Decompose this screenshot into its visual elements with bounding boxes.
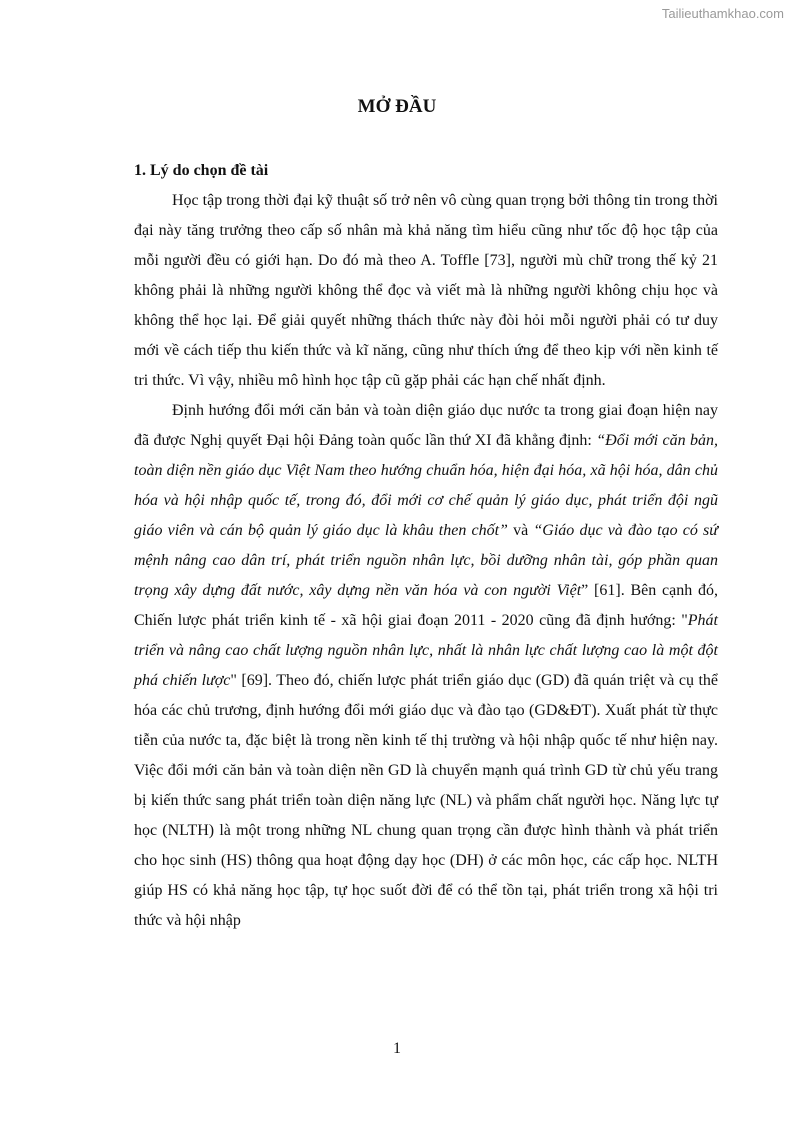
paragraph-2-text-1: Định hướng đổi mới căn bản và toàn diện giáo dục nước ta trong giai đoạn hiện nay đã được Nghị quyết Đại hội Đảng toàn quốc lần thứ XI đã khẳng định: [134,402,718,449]
paragraph-1: Học tập trong thời đại kỹ thuật số trở nên vô cùng quan trọng bởi thông tin trong thời đại này tăng trưởng theo cấp số nhân mà khả năng tìm hiểu cũng như tốc độ học tập của mỗi người đều có giới hạn. Do đó mà theo A. Toffle [73], người mù chữ trong thế kỷ 21 không phải là những người không thể đọc và viết mà là những người không chịu học và không thể học lại. Để giải quyết những thách thức này đòi hỏi mỗi người phải có tư duy mới về cách tiếp thu kiến thức và kĩ năng, cũng như thích ứng để theo kịp với nền kinh tế tri thức. Vì vậy, nhiều mô hình học tập cũ gặp phải các hạn chế nhất định. [134,192,718,389]
page-number: 1 [393,1040,401,1057]
watermark: Tailieuthamkhao.com [661,6,784,21]
quote-2: “Giáo dục và đào tạo có sứ mệnh nâng cao dân trí, phát triển nguồn nhân lực, bồi dưỡng nhân tài, góp phần quan trọng xây dựng đất nước, xây dựng nền văn hóa và con người Việt [134,522,718,599]
page-title: MỞ ĐẦU [357,96,437,117]
paragraph-2-text-3: ” [61]. Bên cạnh đó, Chiến lược phát triển kinh tế - xã hội giai đoạn 2011 - 2020 cũng đã định hướng: " [134,582,719,629]
section-heading: 1. Lý do chọn đề tài [134,162,269,179]
paragraph-2 [134,396,718,936]
quote-3: Phát triển và nâng cao chất lượng nguồn nhân lực, nhất là nhân lực chất lượng cao là một đột phá chiến lược [134,612,718,689]
paragraph-2-text-2: và [507,522,534,539]
quote-1: “Đổi mới căn bản, toàn diện nền giáo dục Việt Nam theo hướng chuẩn hóa, hiện đại hóa, xã hội hóa, dân chủ hóa và hội nhập quốc tế, trong đó, đổi mới cơ chế quản lý giáo dục, phát triển đội ngũ giáo viên và cán bộ quản lý giáo dục là khâu then chốt” [134,432,719,539]
paragraph-2-text-4: " [69]. Theo đó, chiến lược phát triển giáo dục (GD) đã quán triệt và cụ thể hóa các chủ trương, định hướng đổi mới giáo dục và đào tạo (GD&ĐT). Xuất phát từ thực tiễn của nước ta, đặc biệt là trong nền kinh tế thị trường và hội nhập quốc tế như hiện nay. Việc đổi mới căn bản và toàn diện nền GD là chuyển mạnh quá trình GD từ chủ yếu trang bị kiến thức sang phát triển toàn diện năng lực (NL) và phẩm chất người học. Năng lực tự học (NLTH) là một trong những NL chung quan trọng cần được hình thành và phát triển cho học sinh (HS) thông qua hoạt động dạy học (DH) ở các môn học, các cấp học. NLTH giúp HS có khả năng học tập, tự học suốt đời để có thể tồn tại, phát triển trong xã hội tri thức và hội nhập [134,672,718,929]
section-body [134,186,718,936]
